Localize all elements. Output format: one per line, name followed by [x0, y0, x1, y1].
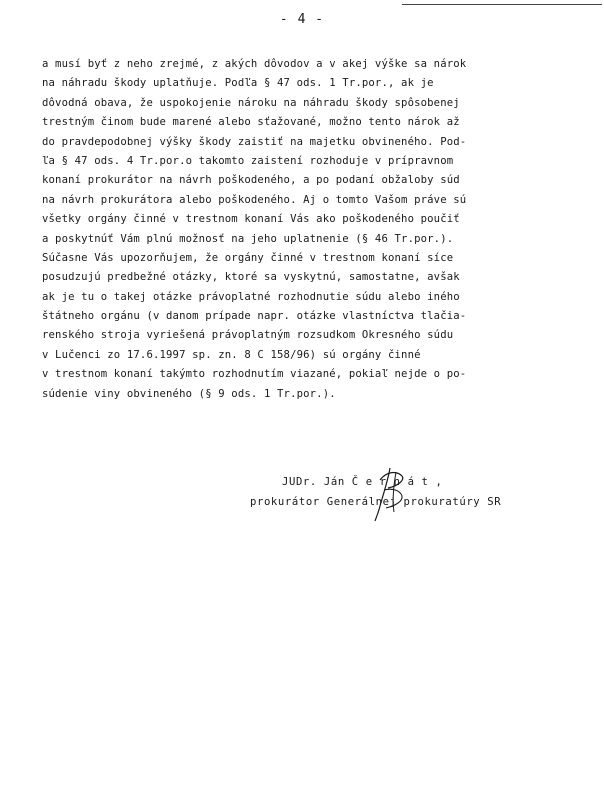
body-text [42, 55, 582, 404]
text-line: na návrh prokurátora alebo poškodeného. Aj o tomto Vašom práve sú [42, 193, 467, 206]
signatory-name: JUDr. Ján Č e r n á t , [282, 476, 443, 488]
text-line: konaní prokurátor na návrh poškodeného, a po podaní obžaloby súd [42, 174, 460, 187]
text-line: štátneho orgánu (v danom prípade napr. otázke vlastníctva tlačia- [42, 310, 467, 323]
signatory-title: prokurátor Generálnej prokuratúry SR [250, 496, 502, 508]
text-line: renského stroja vyriešená právoplatným rozsudkom Okresného súdu [42, 329, 454, 342]
text-line: a poskytnúť Vám plnú možnosť na jeho uplatnenie (§ 46 Tr.por.). [42, 232, 454, 245]
text-line: dôvodná obava, že uspokojenie nároku na náhradu škody spôsobenej [42, 96, 460, 109]
text-line: ľa § 47 ods. 4 Tr.por.o takomto zaistení rozhoduje v prípravnom [42, 154, 454, 167]
text-line: v Lučenci zo 17.6.1997 sp. zn. 8 C 158/96) sú orgány činné [42, 348, 421, 361]
text-line: ak je tu o takej otázke právoplatné rozhodnutie súdu alebo iného [42, 290, 460, 303]
text-line: súdenie viny obvineného (§ 9 ods. 1 Tr.por.). [42, 387, 336, 400]
handwritten-signature-icon [372, 466, 408, 522]
text-line: v trestnom konaní takýmto rozhodnutím viazané, pokiaľ nejde o po- [42, 368, 467, 381]
signature-block [250, 472, 590, 512]
text-line: Súčasne Vás upozorňujem, že orgány činné v trestnom konaní síce [42, 251, 454, 264]
top-rule [402, 4, 602, 5]
page-number: - 4 - [279, 12, 325, 27]
text-line: do pravdepodobnej výšky škody zaistiť na majetku obvineného. Pod- [42, 135, 467, 148]
text-line: trestným činom bude marené alebo sťažované, možno tento nárok až [42, 116, 460, 129]
text-line: a musí byť z neho zrejmé, z akých dôvodov a v akej výške sa nárok [42, 58, 467, 70]
text-line: posudzujú predbežné otázky, ktoré sa vyskytnú, samostatne, avšak [42, 271, 460, 284]
text-line: na náhradu škody uplatňuje. Podľa § 47 ods. 1 Tr.por., ak je [42, 77, 434, 90]
text-line: všetky orgány činné v trestnom konaní Vás ako poškodeného poučiť [42, 213, 460, 226]
